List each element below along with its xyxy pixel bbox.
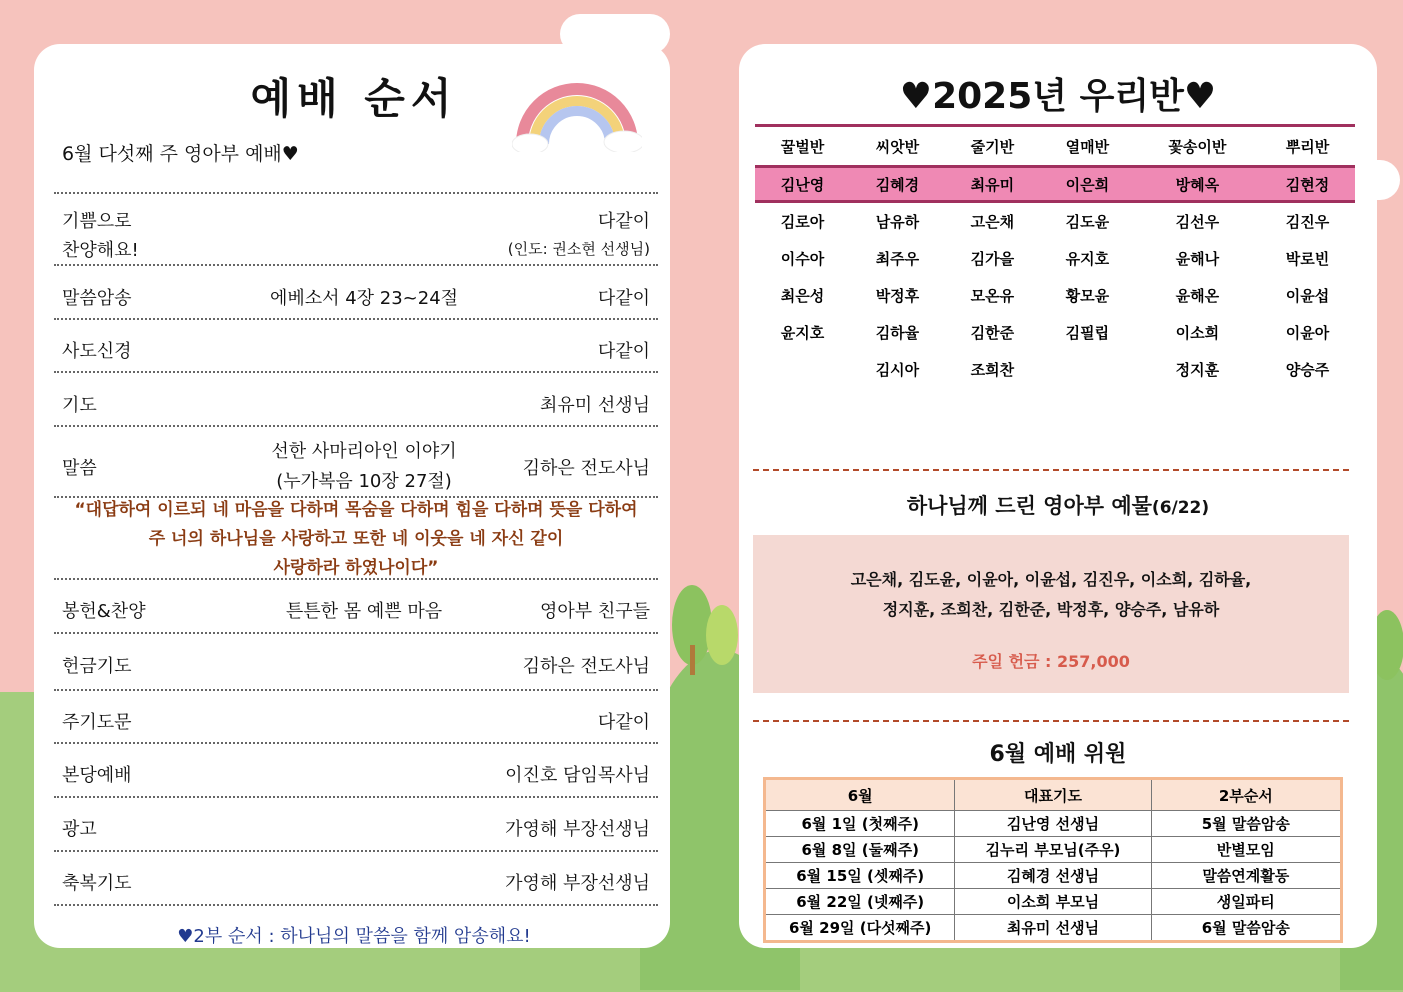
order-label: 헌금기도	[62, 656, 132, 677]
order-row	[54, 192, 658, 261]
student-row	[755, 240, 1355, 277]
teacher-name: 김난영	[755, 167, 850, 202]
tree-trunk	[690, 645, 695, 675]
duty-program: 생일파티	[1151, 889, 1341, 915]
student-name: 김가을	[970, 250, 1015, 268]
duty-header: 2부순서	[1151, 779, 1341, 811]
duty-row	[765, 811, 1342, 837]
student-name: 김하율	[875, 324, 920, 342]
order-leader: 다같이	[597, 712, 650, 733]
student-row	[755, 202, 1355, 241]
class-name: 줄기반	[945, 126, 1040, 167]
order-row	[54, 425, 658, 497]
duty-program: 6월 말씀암송	[1151, 915, 1341, 942]
order-label: 기도	[62, 395, 97, 416]
order-leader: 다같이	[597, 288, 650, 309]
duty-prayer: 김난영 선생님	[955, 811, 1151, 837]
order-label: 말씀	[62, 458, 97, 479]
student-name	[1040, 351, 1135, 388]
class-panel	[739, 44, 1377, 948]
offering-title	[739, 490, 1377, 520]
duty-date: 6월 1일 (첫째주)	[765, 811, 955, 837]
duty-row	[765, 837, 1342, 863]
duty-date: 6월 8일 (둘째주)	[765, 837, 955, 863]
order-row	[54, 318, 658, 372]
order-leader-note: (인도: 권소현 선생님)	[507, 240, 650, 258]
class-table	[755, 124, 1355, 388]
rainbow-icon	[512, 82, 642, 152]
duty-header: 6월	[765, 779, 955, 811]
order-leader: 가영해 부장선생님	[505, 873, 650, 894]
verse-line: 주 너의 하나님을 사랑하고 또한 네 이웃을 네 자신 같이	[148, 529, 564, 549]
order-row	[54, 850, 658, 906]
teacher-name: 김현정	[1260, 167, 1355, 202]
order-label: 축복기도	[62, 873, 132, 894]
order-label: 사도신경	[62, 341, 132, 362]
duty-date: 6월 29일 (다섯째주)	[765, 915, 955, 942]
duty-table	[763, 777, 1343, 943]
order-label: 찬양해요!	[62, 240, 139, 261]
student-name: 박로빈	[1285, 250, 1330, 268]
duty-row	[765, 915, 1342, 942]
student-name: 김시아	[875, 361, 920, 379]
memory-verse	[54, 496, 658, 583]
order-leader: 김하은 전도사님	[522, 656, 650, 677]
order-label: 광고	[62, 819, 97, 840]
student-name: 유지호	[1065, 250, 1110, 268]
order-row	[54, 742, 658, 796]
part2-note: ♥2부 순서 : 하나님의 말씀을 함께 암송해요!	[177, 926, 531, 947]
student-name: 윤해나	[1175, 250, 1220, 268]
student-row	[755, 277, 1355, 314]
tree-decoration	[706, 605, 738, 665]
student-name: 김필립	[1065, 324, 1110, 342]
duty-row	[765, 889, 1342, 915]
class-title: ♥2025년 우리반♥	[899, 76, 1217, 117]
student-name: 이윤섭	[1285, 287, 1330, 305]
student-name: 양승주	[1285, 361, 1330, 379]
student-name: 김도윤	[1065, 213, 1110, 231]
service-subtitle: 6월 다섯째 주 영아부 예배♥	[62, 143, 299, 165]
student-name: 모온유	[970, 287, 1015, 305]
order-row	[54, 796, 658, 850]
order-leader: 다같이	[597, 341, 650, 362]
order-row	[54, 632, 658, 690]
student-name: 김로아	[780, 213, 825, 231]
class-name: 열매반	[1040, 126, 1135, 167]
order-row	[54, 689, 658, 743]
order-content: 선한 사마리아인 이야기	[271, 441, 457, 462]
teacher-name: 최유미	[945, 167, 1040, 202]
student-name: 김진우	[1285, 213, 1330, 231]
teacher-name: 이은희	[1040, 167, 1135, 202]
order-leader: 다같이	[597, 211, 650, 232]
worship-order-panel	[34, 44, 670, 948]
duty-program: 말씀연계활동	[1151, 863, 1341, 889]
duty-prayer: 김누리 부모님(주우)	[955, 837, 1151, 863]
order-leader: 김하은 전도사님	[522, 458, 650, 479]
page-title: 예배 순서	[250, 74, 458, 123]
class-name: 뿌리반	[1260, 126, 1355, 167]
offering-names	[753, 565, 1349, 625]
order-label: 기쁨으로	[62, 211, 132, 232]
class-name: 꿀벌반	[755, 126, 850, 167]
class-header-row	[755, 126, 1355, 167]
verse-line: 사랑하라 하였나이다”	[273, 558, 439, 578]
student-row	[755, 351, 1355, 388]
student-name: 박정후	[875, 287, 920, 305]
duty-date: 6월 22일 (넷째주)	[765, 889, 955, 915]
student-name: 최은성	[780, 287, 825, 305]
duty-prayer: 김혜경 선생님	[955, 863, 1151, 889]
order-row	[54, 371, 658, 425]
student-name: 고은채	[970, 213, 1015, 231]
offering-title-text: 하나님께 드린 영아부 예물	[906, 494, 1152, 518]
student-name: 황모윤	[1065, 287, 1110, 305]
order-row	[54, 264, 658, 318]
order-label: 본당예배	[62, 765, 132, 786]
order-label: 봉헌&찬양	[62, 601, 146, 622]
duty-header-row	[765, 779, 1342, 811]
student-name: 윤해온	[1175, 287, 1220, 305]
order-content-ref: (누가복음 10장 27절)	[276, 471, 452, 492]
duty-prayer: 최유미 선생님	[955, 915, 1151, 942]
offering-total: 주일 헌금 : 257,000	[972, 652, 1130, 671]
duty-header: 대표기도	[955, 779, 1151, 811]
verse-line: “대답하여 이르되 네 마음을 다하며 목숨을 다하며 힘을 다하며 뜻을 다하여	[74, 500, 638, 520]
order-leader: 이진호 담임목사님	[505, 765, 650, 786]
order-leader: 최유미 선생님	[539, 395, 650, 416]
order-leader: 영아부 친구들	[539, 601, 650, 622]
offering-names-line: 고은채, 김도윤, 이윤아, 이윤섭, 김진우, 이소희, 김하율,	[850, 570, 1252, 589]
order-row	[54, 578, 658, 632]
student-name: 김선우	[1175, 213, 1220, 231]
offering-date: (6/22)	[1151, 498, 1210, 518]
order-leader: 가영해 부장선생님	[505, 819, 650, 840]
duty-title: 6월 예배 위원	[989, 742, 1127, 767]
duty-program: 5월 말씀암송	[1151, 811, 1341, 837]
duty-row	[765, 863, 1342, 889]
order-label: 주기도문	[62, 712, 132, 733]
order-content: 에베소서 4장 23~24절	[269, 288, 459, 309]
order-content: 튼튼한 몸 예쁜 마음	[285, 601, 443, 622]
duty-program: 반별모임	[1151, 837, 1341, 863]
student-name: 김한준	[970, 324, 1015, 342]
student-name: 남유하	[875, 213, 920, 231]
section-divider	[753, 720, 1349, 722]
student-name: 이수아	[780, 250, 825, 268]
offering-box	[753, 535, 1349, 693]
duty-date: 6월 15일 (셋째주)	[765, 863, 955, 889]
student-name	[755, 351, 850, 388]
teacher-row	[755, 167, 1355, 202]
student-name: 윤지호	[780, 324, 825, 342]
student-row	[755, 314, 1355, 351]
student-name: 최주우	[875, 250, 920, 268]
class-name: 씨앗반	[850, 126, 945, 167]
order-label: 말씀암송	[62, 288, 132, 309]
student-name: 정지훈	[1175, 361, 1220, 379]
student-name: 조희찬	[970, 361, 1015, 379]
teacher-name: 김혜경	[850, 167, 945, 202]
duty-prayer: 이소희 부모님	[955, 889, 1151, 915]
student-name: 이윤아	[1285, 324, 1330, 342]
class-name: 꽃송이반	[1135, 126, 1260, 167]
student-name: 이소희	[1175, 324, 1220, 342]
section-divider	[753, 469, 1349, 471]
teacher-name: 방혜옥	[1135, 167, 1260, 202]
offering-names-line: 정지훈, 조희찬, 김한준, 박정후, 양승주, 남유하	[882, 600, 1220, 619]
